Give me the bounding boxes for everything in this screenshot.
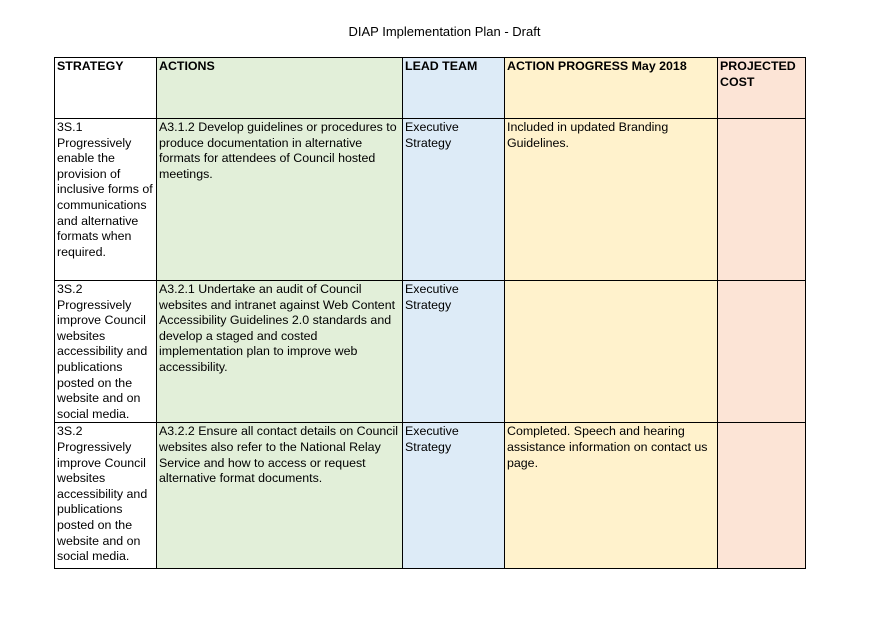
table-header-row <box>55 58 806 119</box>
table-row <box>55 281 806 423</box>
cell-actions: A3.2.1 Undertake an audit of Council websites and intranet against Web Content Accessibility Guidelines 2.0 standards and develop a staged and costed implementation plan to improve web accessibility. <box>157 281 403 423</box>
cell-action-progress: Completed. Speech and hearing assistance information on contact us page. <box>505 423 718 569</box>
cell-projected-cost <box>718 281 806 423</box>
document-title: DIAP Implementation Plan - Draft <box>348 24 541 39</box>
table-row <box>55 119 806 281</box>
cell-actions: A3.1.2 Develop guidelines or procedures to produce documentation in alternative formats for attendees of Council hosted meetings. <box>157 119 403 281</box>
cell-strategy: 3S.2 Progressively improve Council websites accessibility and publications posted on the website and on social media. <box>55 281 157 423</box>
table-row <box>55 423 806 569</box>
header-projected-cost: PROJECTED COST <box>718 58 806 119</box>
cell-lead-team: Executive Strategy <box>403 119 505 281</box>
header-lead-team: LEAD TEAM <box>403 58 505 119</box>
cell-action-progress <box>505 281 718 423</box>
header-actions: ACTIONS <box>157 58 403 119</box>
cell-projected-cost <box>718 119 806 281</box>
header-strategy: STRATEGY <box>55 58 157 119</box>
cell-actions: A3.2.2 Ensure all contact details on Council websites also refer to the National Relay Service and how to access or request alternative format documents. <box>157 423 403 569</box>
cell-lead-team: Executive Strategy <box>403 281 505 423</box>
cell-projected-cost <box>718 423 806 569</box>
implementation-plan-table <box>54 57 806 569</box>
cell-strategy: 3S.1 Progressively enable the provision of inclusive forms of communications and alternative formats when required. <box>55 119 157 281</box>
header-action-progress: ACTION PROGRESS May 2018 <box>505 58 718 119</box>
cell-action-progress: Included in updated Branding Guidelines. <box>505 119 718 281</box>
cell-lead-team: Executive Strategy <box>403 423 505 569</box>
cell-strategy: 3S.2 Progressively improve Council websites accessibility and publications posted on the website and on social media. <box>55 423 157 569</box>
